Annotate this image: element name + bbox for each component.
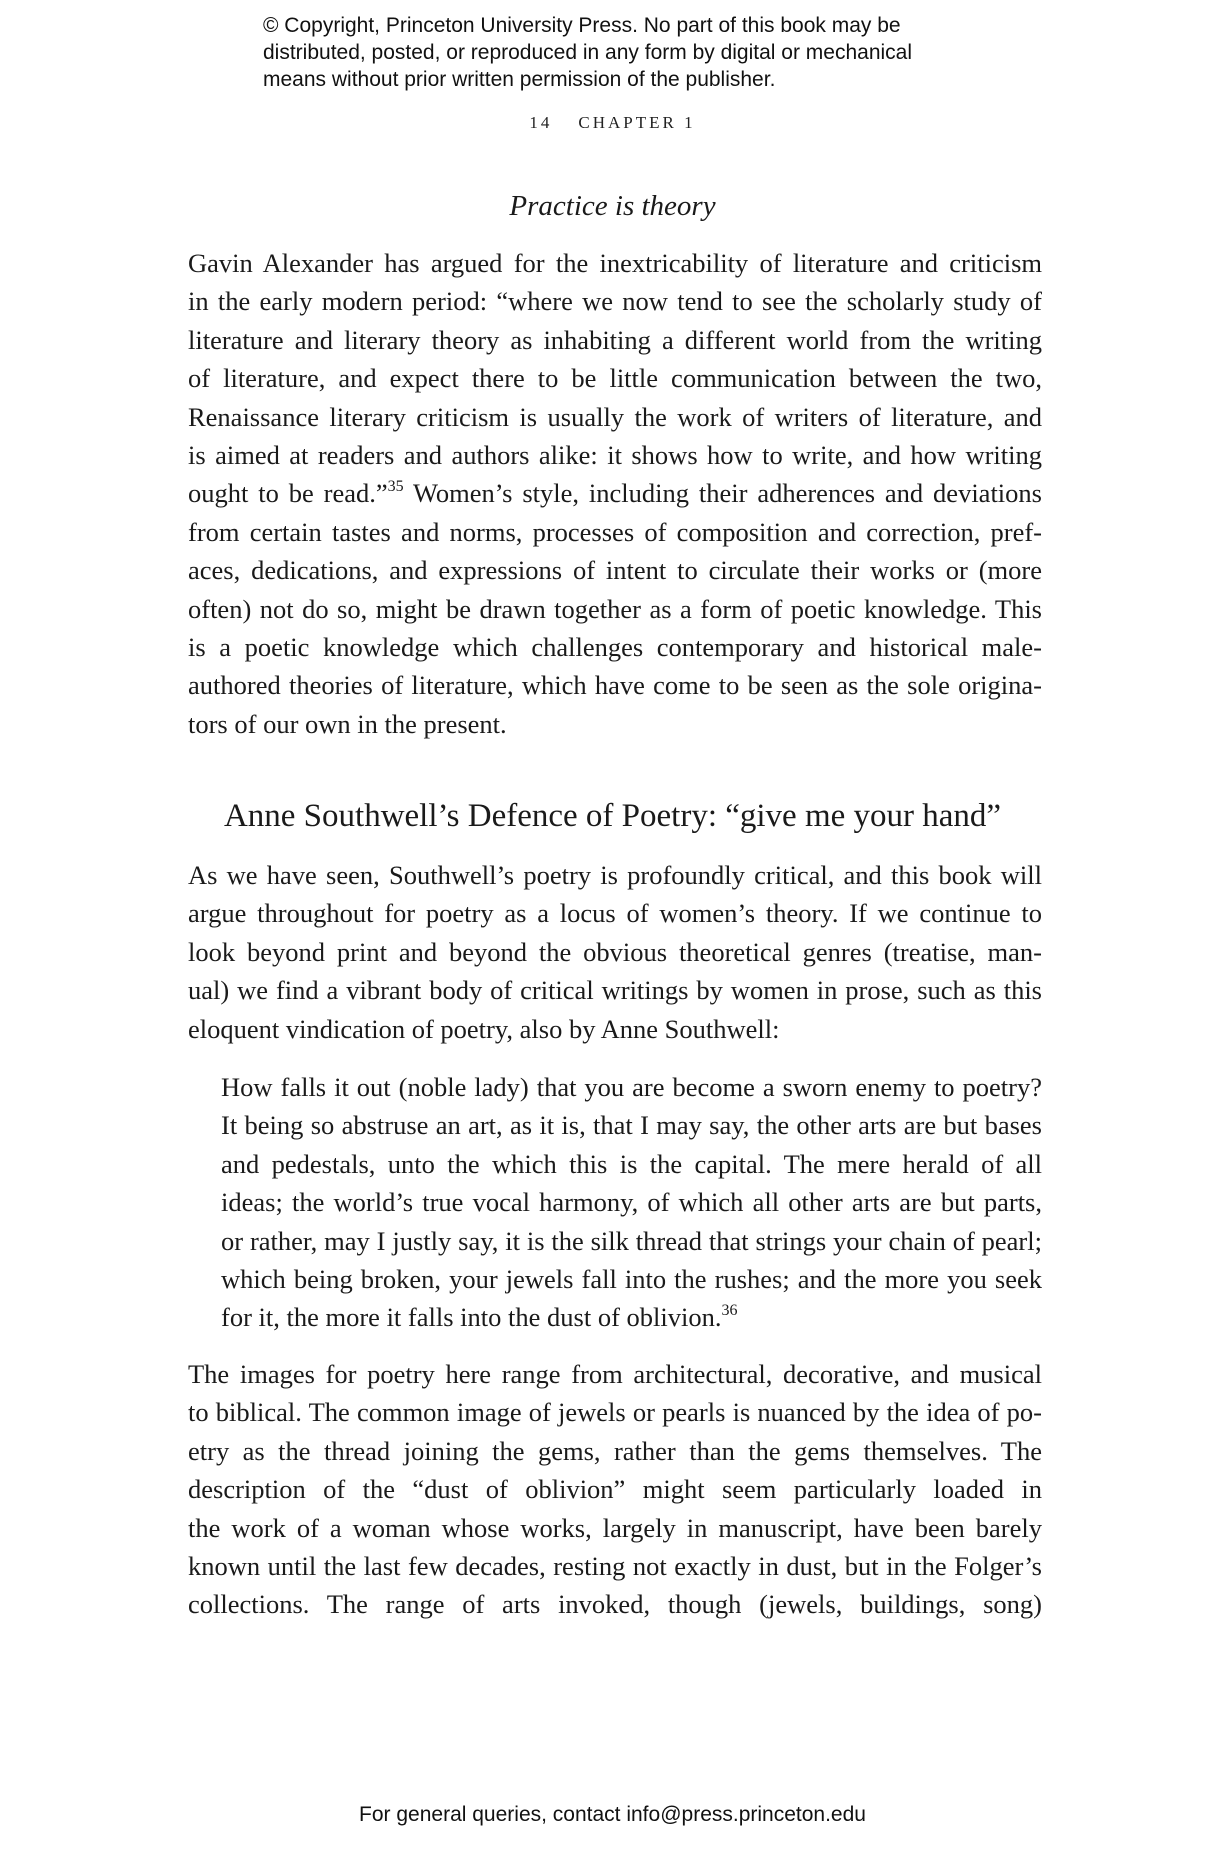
text-line: ual) we find a vibrant body of critical writings by women in prose, such as this: [188, 975, 1042, 1006]
text-fragment: for it, the more it falls into the dust of oblivion.: [221, 1302, 722, 1333]
paragraph-analysis: [188, 1355, 1042, 1624]
text-line: of literature, and expect there to be little communication between the two,: [188, 363, 1042, 394]
text-line: aces, dedications, and expressions of intent to circulate their works or (more: [188, 555, 1042, 586]
text-line: often) not do so, might be drawn together as a form of poetic knowledge. This: [188, 593, 1042, 624]
text-line: description of the “dust of oblivion” might seem particularly loaded in: [188, 1474, 1042, 1505]
footnote-ref: 36: [721, 1302, 738, 1320]
text-line: literature and literary theory as inhabiting a different world from the writing: [188, 324, 1042, 355]
page-number: 14: [529, 113, 553, 132]
block-quote: [221, 1068, 1042, 1337]
paragraph-intro: [188, 856, 1042, 1048]
text-line: look beyond print and beyond the obvious theoretical genres (treatise, man-: [188, 936, 1042, 967]
chapter-label: CHAPTER 1: [578, 113, 696, 132]
text-line: to biblical. The common image of jewels or pearls is nuanced by the idea of po-: [188, 1397, 1042, 1428]
text-line: known until the last few decades, resting not exactly in dust, but in the Folger’s: [188, 1551, 1042, 1582]
quote-line: [221, 1298, 1042, 1336]
text-line: from certain tastes and norms, processes of composition and correction, pref-: [188, 516, 1042, 547]
text-line: The images for poetry here range from architectural, decorative, and musical: [188, 1359, 1042, 1389]
footer-contact: For general queries, contact info@press.princeton.edu: [359, 1803, 866, 1826]
quote-line: or rather, may I justly say, it is the silk thread that strings your chain of pearl;: [221, 1225, 1042, 1256]
text-fragment: ought to be read.”: [188, 478, 388, 509]
text-line: in the early modern period: “where we now tend to see the scholarly study of: [188, 286, 1042, 317]
running-head: [0, 113, 1225, 133]
paragraph-practice-is-theory: [188, 244, 1042, 743]
text-line: collections. The range of arts invoked, though (jewels, buildings, song): [188, 1589, 1042, 1620]
text-line: etry as the thread joining the gems, rather than the gems themselves. The: [188, 1435, 1042, 1466]
quote-line: and pedestals, unto the which this is the capital. The mere herald of all: [221, 1148, 1042, 1179]
text-line: is a poetic knowledge which challenges contemporary and historical male-: [188, 632, 1042, 663]
copyright-line: means without prior written permission of the publisher.: [263, 68, 776, 91]
text-line: tors of our own in the present.: [188, 708, 507, 739]
text-line: Renaissance literary criticism is usually the work of writers of literature, and: [188, 401, 1042, 432]
text-line: [188, 474, 1042, 512]
quote-line: It being so abstruse an art, as it is, that I may say, the other arts are but bases: [221, 1110, 1042, 1141]
text-line: argue throughout for poetry as a locus of women’s theory. If we continue to: [188, 898, 1042, 929]
text-line: is aimed at readers and authors alike: it shows how to write, and how writing: [188, 440, 1042, 471]
quote-line: How falls it out (noble lady) that you are become a sworn enemy to poetry?: [221, 1072, 1042, 1102]
copyright-line: distributed, posted, or reproduced in any form by digital or mechanical: [263, 41, 913, 64]
footnote-ref: 35: [387, 478, 404, 496]
copyright-line: © Copyright, Princeton University Press. No part of this book may be: [263, 14, 901, 37]
text-line: Gavin Alexander has argued for the inextricability of literature and criticism: [188, 248, 1042, 278]
section-heading: Anne Southwell’s Defence of Poetry: “give me your hand”: [223, 798, 1002, 834]
copyright-notice: [263, 12, 983, 93]
text-line: the work of a woman whose works, largely in manuscript, have been barely: [188, 1512, 1042, 1543]
text-line: authored theories of literature, which have come to be seen as the sole origina-: [188, 670, 1042, 701]
section-title: Practice is theory: [509, 190, 716, 222]
text-line: As we have seen, Southwell’s poetry is profoundly critical, and this book will: [188, 860, 1042, 890]
quote-line: ideas; the world’s true vocal harmony, of which all other arts are but parts,: [221, 1187, 1042, 1218]
text-fragment: Women’s style, including their adherences and deviations: [413, 478, 1042, 509]
text-line: eloquent vindication of poetry, also by Anne Southwell:: [188, 1013, 780, 1044]
quote-line: which being broken, your jewels fall into the rushes; and the more you seek: [221, 1264, 1042, 1295]
